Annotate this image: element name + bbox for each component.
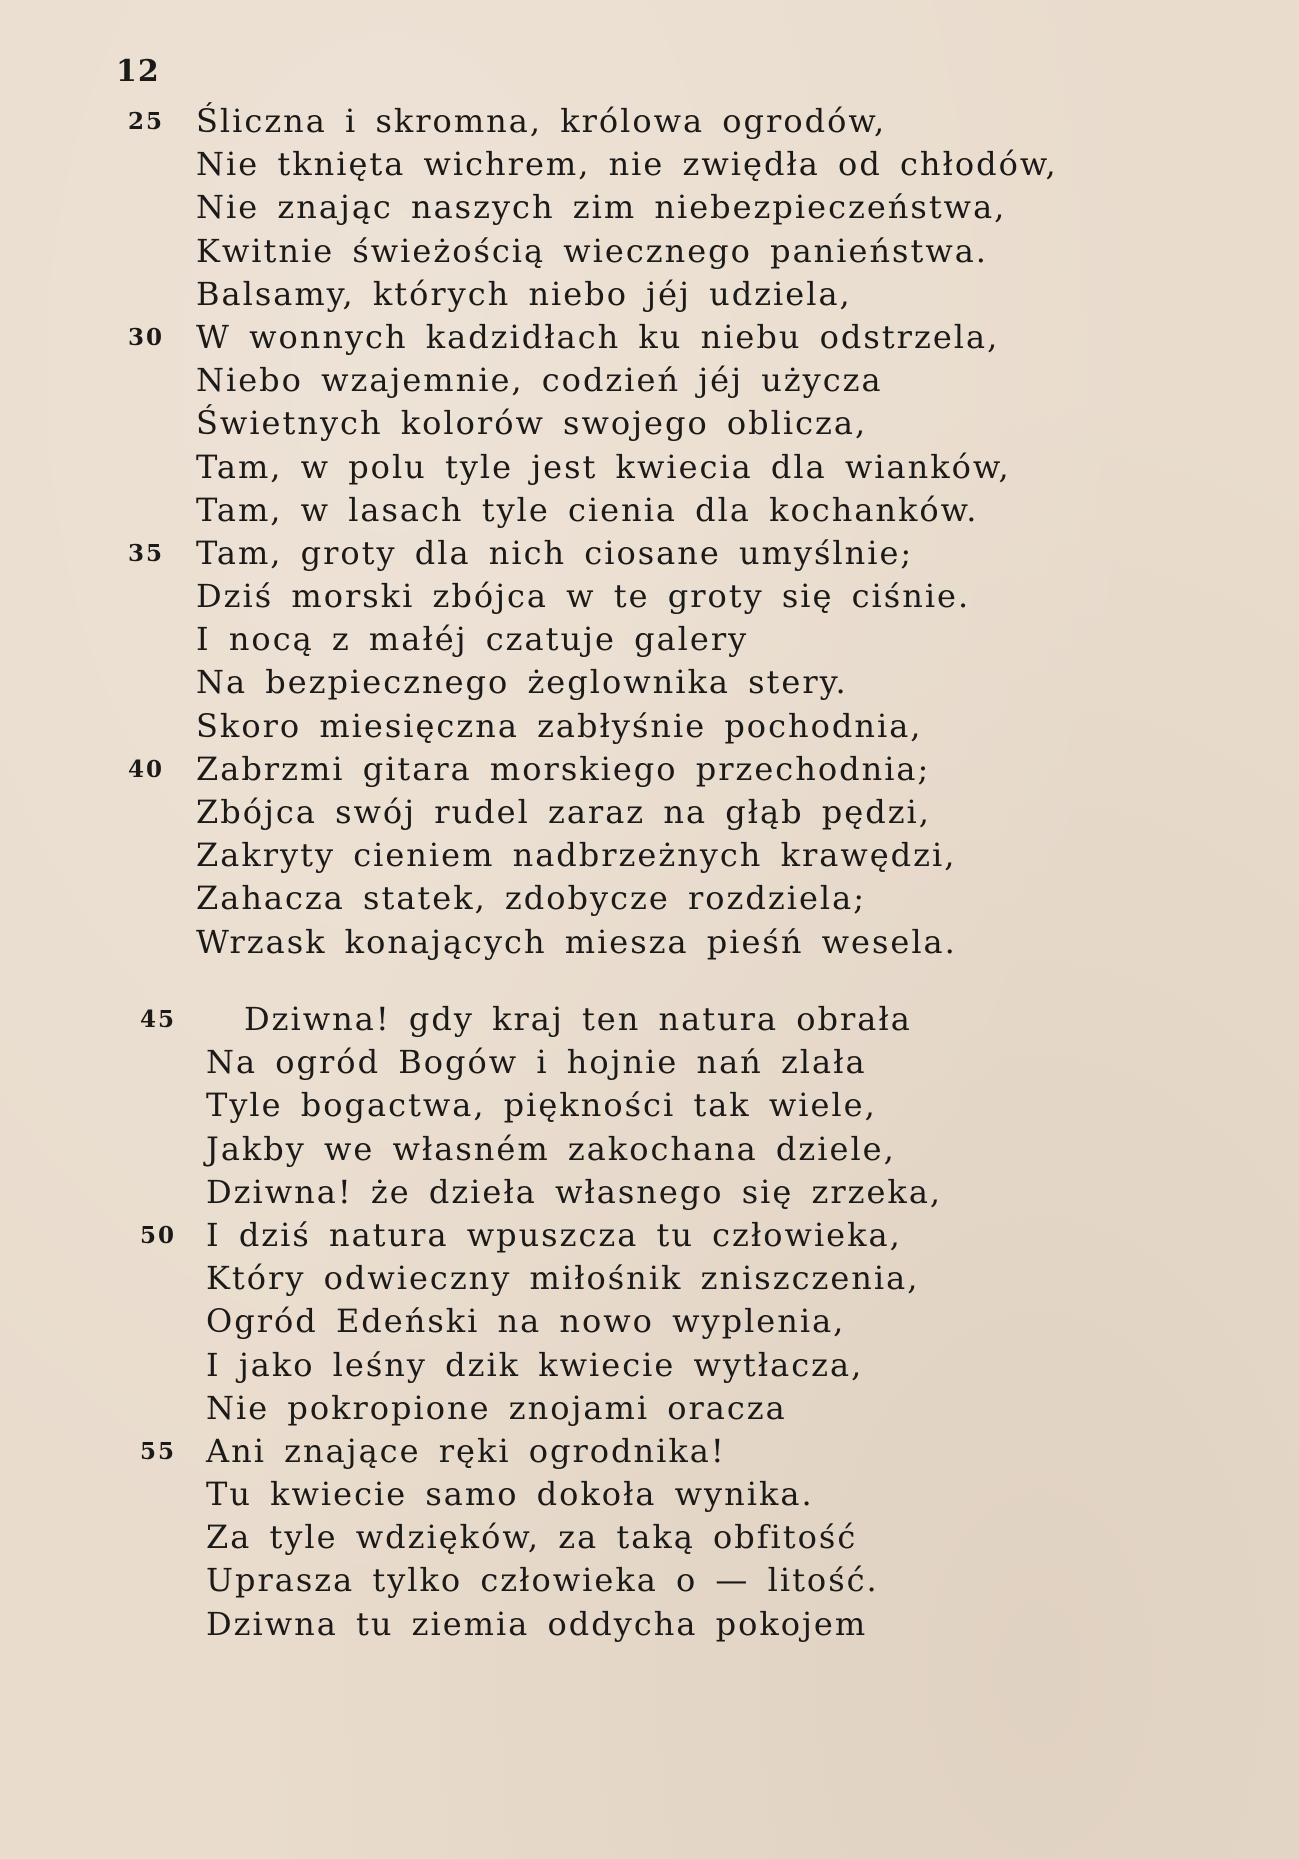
line-text: Ogród Edeński na nowo wyplenia, [206,1302,846,1341]
poem-line [0,575,1299,618]
poem-line [0,316,1299,359]
line-text: Na ogród Bogów i hojnie nań zlała [206,1043,867,1082]
line-text: Skoro miesięczna zabłyśnie pochodnia, [196,706,923,745]
line-text: Jakby we własném zakochana dziele, [206,1129,896,1168]
line-number: 45 [140,1006,177,1033]
poem-line [0,791,1299,834]
stanza [0,100,1299,964]
poem-line [0,1344,1299,1387]
poem-line [0,273,1299,316]
poem-line [0,1516,1299,1559]
line-number: 40 [128,755,165,783]
poem-line [0,1041,1299,1084]
line-text: Świetnych kolorów swojego oblicza, [196,404,868,443]
poem-line [0,705,1299,748]
line-text: Zahacza statek, zdobycze rozdziela; [196,879,867,918]
line-number: 50 [140,1221,177,1249]
line-text: Tyle bogactwa, piękności tak wiele, [206,1086,877,1125]
stanza [0,998,1299,1646]
poem-line [0,1430,1299,1473]
page-number: 12 [116,54,160,89]
poem-line [0,1128,1299,1171]
poem-line [0,998,1299,1041]
line-text: Nie pokropione znojami oracza [206,1388,787,1427]
line-text: Śliczna i skromna, królowa ogrodów, [196,102,887,140]
line-text: I nocą z małéj czatuje galery [196,620,749,659]
poem-line [0,1084,1299,1127]
line-text: Dziwna! gdy kraj ten natura obrała [244,1000,912,1038]
line-number: 55 [140,1437,177,1465]
line-text: Za tyle wdzięków, za taką obfitość [206,1518,858,1557]
line-text: Tam, w polu tyle jest kwiecia dla wianków, [196,447,1011,486]
poem-line [0,1300,1299,1343]
poem-line [0,532,1299,575]
line-number: 35 [128,539,165,567]
line-text: Dziwna tu ziemia oddycha pokojem [206,1604,868,1643]
poem-line [0,618,1299,661]
line-text: Nie tknięta wichrem, nie zwiędła od chłodów, [196,145,1058,184]
line-text: W wonnych kadzidłach ku niebu odstrzela, [196,317,1000,356]
line-text: Niebo wzajemnie, codzień jéj użycza [196,361,883,400]
poem-line [0,359,1299,402]
line-text: Zabrzmi gitara morskiego przechodnia; [196,749,931,788]
line-text: Dziś morski zbójca w te groty się ciśnie. [196,577,971,616]
line-text: Który odwieczny miłośnik zniszczenia, [206,1259,920,1298]
poem-line [0,489,1299,532]
poem-line [0,1473,1299,1516]
line-text: I dziś natura wpuszcza tu człowieka, [206,1215,902,1254]
poem-line [0,1171,1299,1214]
line-text: Zakryty cieniem nadbrzeżnych krawędzi, [196,836,957,875]
line-text: Tam, groty dla nich ciosane umyślnie; [196,533,914,572]
line-text: Tu kwiecie samo dokoła wynika. [206,1475,814,1514]
line-text: Uprasza tylko człowieka o — litość. [206,1561,879,1600]
poem-line [0,748,1299,791]
line-text: Balsamy, których niebo jéj udziela, [196,274,852,313]
line-text: I jako leśny dzik kwiecie wytłacza, [206,1345,864,1384]
poem-line [0,402,1299,445]
poem-line [0,834,1299,877]
poem-line [0,1387,1299,1430]
line-text: Nie znając naszych zim niebezpieczeństwa, [196,188,1007,227]
poem-line [0,661,1299,704]
poem-line [0,1559,1299,1602]
poem-line [0,186,1299,229]
line-text: Tam, w lasach tyle cienia dla kochanków. [196,490,979,529]
poem-line [0,230,1299,273]
line-text: Na bezpiecznego żeglownika stery. [196,663,848,702]
line-text: Ani znające ręki ogrodnika! [206,1431,726,1470]
line-number: 25 [128,108,165,135]
line-text: Dziwna! że dzieła własnego się zrzeka, [206,1172,943,1211]
line-number: 30 [128,323,165,351]
poem-line [0,446,1299,489]
poem-line [0,1257,1299,1300]
poem-line [0,877,1299,920]
poem-line [0,1214,1299,1257]
poem-line [0,143,1299,186]
line-text: Zbójca swój rudel zaraz na głąb pędzi, [196,793,931,831]
poem-line [0,921,1299,964]
poem-line [0,100,1299,143]
line-text: Wrzask konających miesza pieśń wesela. [196,922,957,961]
poem-line [0,1603,1299,1646]
line-text: Kwitnie świeżością wiecznego panieństwa. [196,231,988,270]
